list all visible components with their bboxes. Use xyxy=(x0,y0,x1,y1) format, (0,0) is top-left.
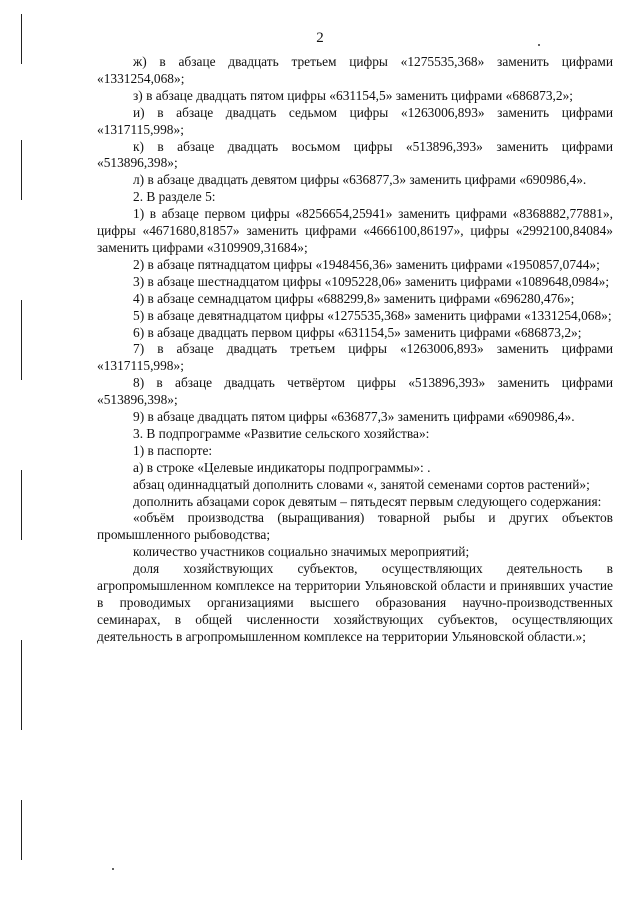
paragraph: «объём производства (выращивания) товарной рыбы и других объектов промышленного рыбоводства; xyxy=(97,510,613,543)
paragraph: к) в абзаце двадцать восьмом цифры «513896,393» заменить цифрами «513896,398»; xyxy=(97,138,613,171)
paragraph: 8) в абзаце двадцать четвёртом цифры «513896,393» заменить цифрами «513896,398»; xyxy=(97,375,613,408)
paragraph: 5) в абзаце девятнадцатом цифры «1275535,368» заменить цифрами «1331254,068»; xyxy=(133,307,612,323)
paragraph: л) в абзаце двадцать девятом цифры «636877,3» заменить цифрами «690986,4». xyxy=(133,172,587,188)
paragraph: з) в абзаце двадцать пятом цифры «631154,5» заменить цифрами «686873,2»; xyxy=(133,87,574,103)
paragraph: 3. В подпрограмме «Развитие сельского хозяйства»: xyxy=(133,425,430,441)
paragraph: 1) в паспорте: xyxy=(133,442,213,458)
paragraph: дополнить абзацами сорок девятым – пятьдесят первым следующего содержания: xyxy=(133,493,602,509)
paragraph: 2. В разделе 5: xyxy=(133,189,216,205)
page-number: 2 xyxy=(316,30,324,46)
document-body xyxy=(97,54,613,646)
paragraph: 9) в абзаце двадцать пятом цифры «636877,3» заменить цифрами «690986,4». xyxy=(133,409,575,425)
paragraph: а) в строке «Целевые индикаторы подпрограммы»: . xyxy=(133,459,431,475)
paragraph: абзац одиннадцатый дополнить словами «, занятой семенами сортов растений»; xyxy=(133,476,590,492)
scan-margin-line xyxy=(21,800,22,860)
scan-margin-line xyxy=(21,640,22,730)
paragraph: и) в абзаце двадцать седьмом цифры «1263006,893» заменить цифрами «1317115,998»; xyxy=(97,104,613,137)
paragraph: 3) в абзаце шестнадцатом цифры «1095228,06» заменить цифрами «1089648,0984»; xyxy=(133,273,610,289)
paragraph: 4) в абзаце семнадцатом цифры «688299,8» заменить цифрами «696280,476»; xyxy=(133,290,575,306)
scan-speck xyxy=(112,868,114,870)
paragraph: количество участников социально значимых мероприятий; xyxy=(133,544,470,560)
paragraph: доля хозяйствующих субъектов, осуществляющих деятельность в агропромышленном комплексе на территории Ульяновской области и принявших участие в проводимых организациями высшего образования научно-производственных семинарах, в общей численности хозяйствующих субъектов, осуществляющих деятельность в агропромышленном комплексе на территории Ульяновской области.»; xyxy=(97,561,613,644)
paragraph: 2) в абзаце пятнадцатом цифры «1948456,36» заменить цифрами «1950857,0744»; xyxy=(133,256,600,272)
paragraph: ж) в абзаце двадцать третьем цифры «1275535,368» заменить цифрами «1331254,068»; xyxy=(97,54,613,86)
scan-margin-line xyxy=(21,140,22,200)
paragraph: 6) в абзаце двадцать первом цифры «631154,5» заменить цифрами «686873,2»; xyxy=(133,324,582,340)
scan-margin-line xyxy=(21,470,22,540)
scan-margin-line xyxy=(21,300,22,380)
paragraph: 1) в абзаце первом цифры «8256654,25941» заменить цифрами «8368882,77881», цифры «4671680,81857» заменить цифрами «4666100,86197», цифры «2992100,84084» заменить цифрами «3109909,31684»; xyxy=(97,206,613,255)
paragraph: 7) в абзаце двадцать третьем цифры «1263006,893» заменить цифрами «1317115,998»; xyxy=(97,341,613,374)
